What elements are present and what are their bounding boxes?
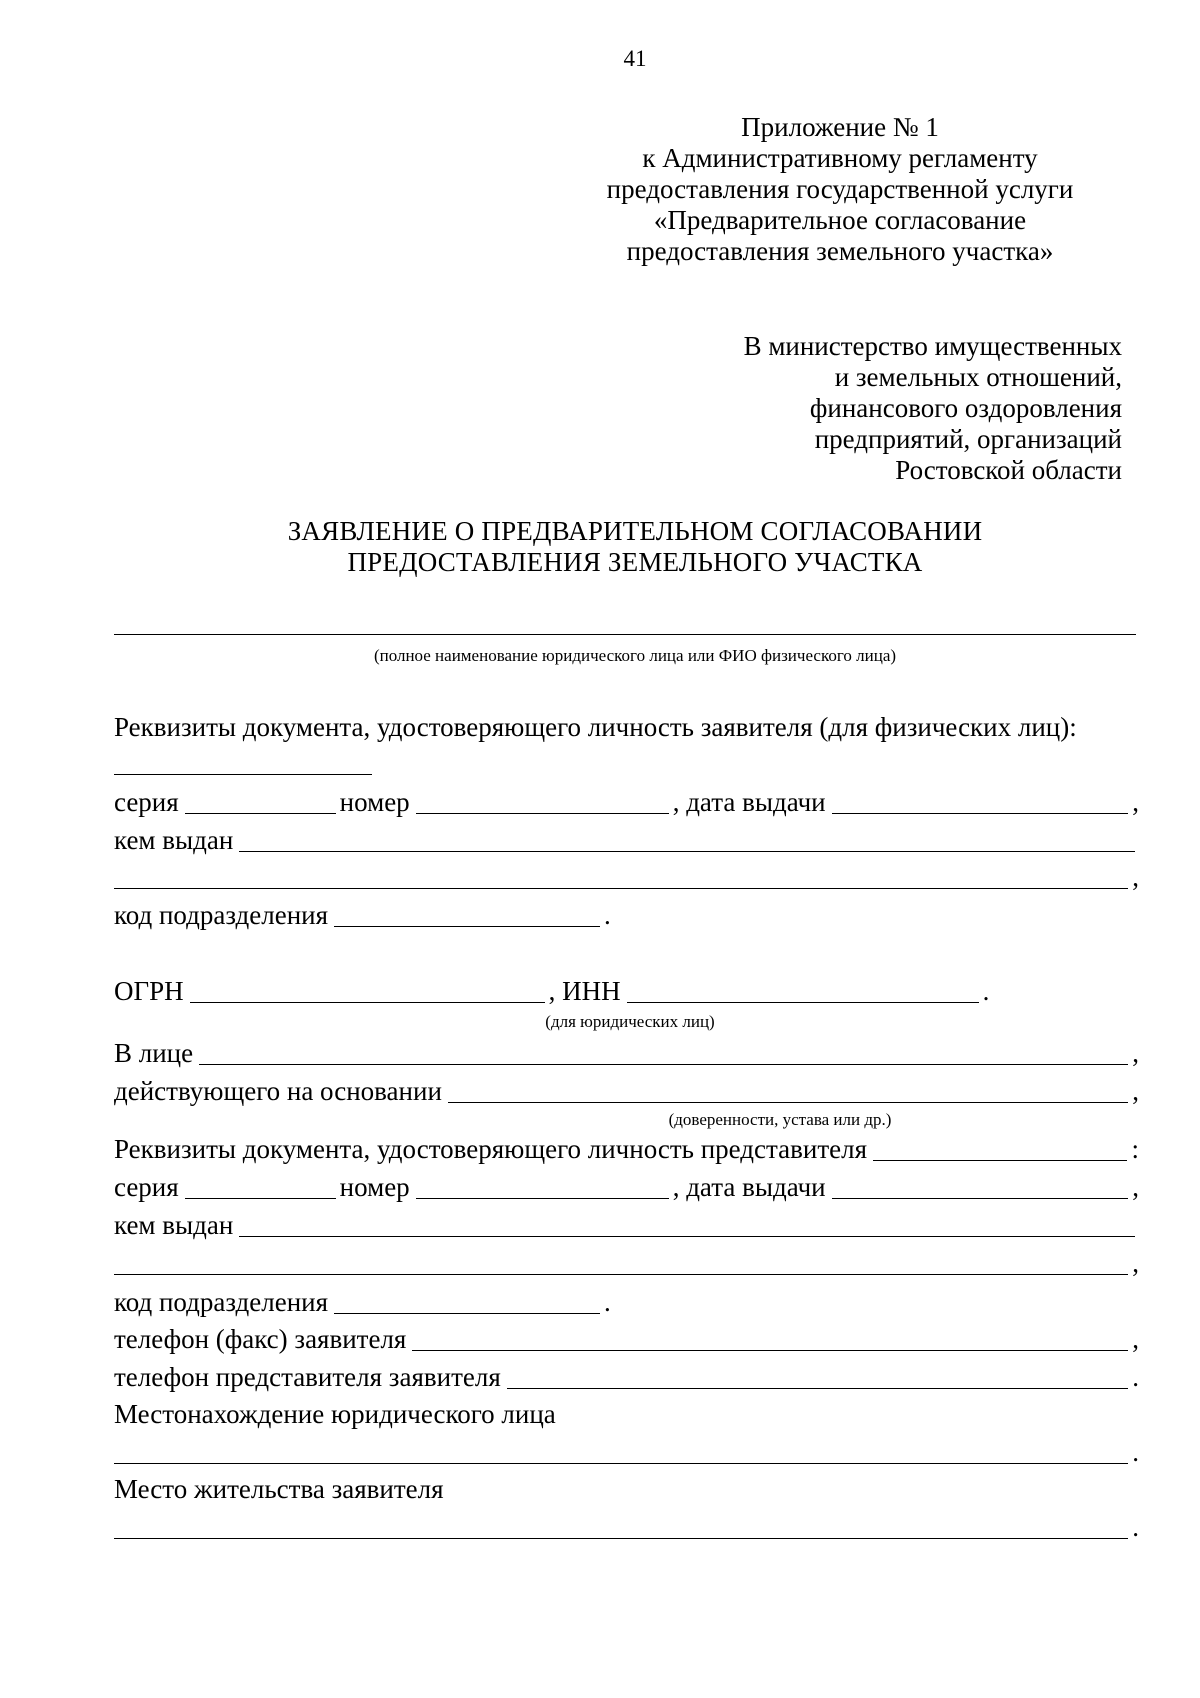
- period: .: [982, 976, 990, 1006]
- acting-basis-field[interactable]: [442, 1074, 1132, 1108]
- issued-by-label: кем выдан: [114, 1210, 234, 1240]
- issued-by-continuation-field[interactable]: [108, 1246, 1132, 1280]
- division-code-field[interactable]: [328, 898, 604, 932]
- applicant-phone-row: [114, 1322, 1139, 1356]
- comma: ,: [1132, 1038, 1139, 1068]
- division-code-label: код подразделения: [114, 900, 329, 930]
- addressee-line: и земельных отношений,: [834, 362, 1122, 392]
- ogrn-field[interactable]: [184, 974, 549, 1008]
- represented-by-field[interactable]: [193, 1036, 1132, 1070]
- issue-date-field[interactable]: [826, 785, 1133, 819]
- applicant-phone-field[interactable]: [406, 1322, 1132, 1356]
- document-title: [0, 516, 1200, 578]
- addressee-line: В министерство имущественных: [743, 331, 1122, 361]
- comma: ,: [1132, 1172, 1139, 1202]
- title-line: ПРЕДОСТАВЛЕНИЯ ЗЕМЕЛЬНОГО УЧАСТКА: [347, 547, 923, 577]
- represented-by-row: [114, 1036, 1139, 1070]
- period: .: [1132, 1512, 1139, 1542]
- addressee-line: финансового оздоровления: [809, 393, 1122, 423]
- representative-id-heading-row: [114, 1132, 1139, 1166]
- series-field[interactable]: [179, 785, 340, 819]
- period: .: [604, 1287, 611, 1317]
- division-code-label: код подразделения: [114, 1287, 329, 1317]
- representative-division-code-row: [114, 1285, 1139, 1319]
- applicant-issued-by-row: [114, 823, 1139, 857]
- colon: :: [1131, 1134, 1139, 1164]
- period: .: [1132, 1362, 1139, 1392]
- acting-basis-row: [114, 1074, 1139, 1108]
- applicant-name-caption: (полное наименование юридического лица или ФИО физического лица): [373, 646, 897, 665]
- addressee-line: Ростовской области: [895, 455, 1122, 485]
- legal-address-row: [114, 1435, 1139, 1469]
- inn-field[interactable]: [621, 974, 983, 1008]
- division-code-field[interactable]: [328, 1285, 604, 1319]
- issue-date-label: , дата выдачи: [672, 1172, 826, 1202]
- representative-id-extra-field[interactable]: [867, 1132, 1131, 1166]
- number-field[interactable]: [410, 785, 673, 819]
- series-label: серия: [114, 787, 179, 817]
- representative-passport-row: [114, 1170, 1139, 1204]
- acting-basis-label: действующего на основании: [114, 1076, 442, 1106]
- legal-entity-caption: (для юридических лиц): [545, 1012, 715, 1031]
- addressee-line: предприятий, организаций: [814, 424, 1122, 454]
- period: .: [1132, 1437, 1139, 1467]
- residence-row: [114, 1510, 1139, 1544]
- comma: ,: [1132, 1248, 1139, 1278]
- applicant-division-code-row: [114, 898, 1139, 932]
- appendix-header: [600, 112, 1080, 267]
- issue-date-label: , дата выдачи: [672, 787, 826, 817]
- issued-by-continuation-field[interactable]: [108, 860, 1132, 894]
- title-line: ЗАЯВЛЕНИЕ О ПРЕДВАРИТЕЛЬНОМ СОГЛАСОВАНИИ: [287, 516, 983, 546]
- applicant-phone-label: телефон (факс) заявителя: [114, 1324, 407, 1354]
- representative-phone-row: [114, 1360, 1139, 1394]
- legal-address-label: Местонахождение юридического лица: [114, 1399, 556, 1429]
- issued-by-field[interactable]: [233, 823, 1139, 857]
- applicant-issued-by-continuation-row: [114, 860, 1139, 894]
- number-label: номер: [339, 787, 410, 817]
- issued-by-field[interactable]: [233, 1208, 1139, 1242]
- appendix-line: Приложение № 1: [741, 112, 939, 142]
- comma: ,: [1132, 1324, 1139, 1354]
- ogrn-inn-row: [114, 974, 1139, 1008]
- appendix-line: предоставления государственной услуги: [606, 174, 1074, 204]
- comma: ,: [1132, 862, 1139, 892]
- issue-date-field[interactable]: [826, 1170, 1133, 1204]
- representative-issued-by-row: [114, 1208, 1139, 1242]
- applicant-passport-row: [114, 785, 1139, 819]
- represented-by-label: В лице: [114, 1038, 194, 1068]
- page-number: 41: [623, 46, 647, 71]
- appendix-line: предоставления земельного участка»: [626, 236, 1054, 266]
- applicant-id-heading: Реквизиты документа, удостоверяющего личность заявителя (для физических лиц):: [114, 712, 1077, 742]
- issued-by-label: кем выдан: [114, 825, 234, 855]
- representative-id-heading: Реквизиты документа, удостоверяющего личность представителя: [114, 1134, 867, 1164]
- comma: ,: [1132, 1076, 1139, 1106]
- applicant-name-field[interactable]: [114, 634, 1136, 635]
- appendix-line: «Предварительное согласование: [653, 205, 1027, 235]
- series-field[interactable]: [179, 1170, 340, 1204]
- number-field[interactable]: [410, 1170, 673, 1204]
- addressee-block: [744, 331, 1122, 486]
- inn-label: , ИНН: [548, 976, 621, 1006]
- legal-address-field[interactable]: [108, 1435, 1132, 1469]
- applicant-id-extra-field[interactable]: [114, 774, 372, 775]
- representative-phone-label: телефон представителя заявителя: [114, 1362, 501, 1392]
- residence-field[interactable]: [108, 1510, 1132, 1544]
- residence-label: Место жительства заявителя: [114, 1474, 444, 1504]
- comma: ,: [1132, 787, 1139, 817]
- number-label: номер: [339, 1172, 410, 1202]
- appendix-line: к Административному регламенту: [642, 143, 1038, 173]
- ogrn-label: ОГРН: [114, 976, 184, 1006]
- series-label: серия: [114, 1172, 179, 1202]
- representative-issued-by-continuation-row: [114, 1246, 1139, 1280]
- acting-basis-caption: (доверенности, устава или др.): [668, 1110, 892, 1129]
- period: .: [604, 900, 611, 930]
- representative-phone-field[interactable]: [501, 1360, 1133, 1394]
